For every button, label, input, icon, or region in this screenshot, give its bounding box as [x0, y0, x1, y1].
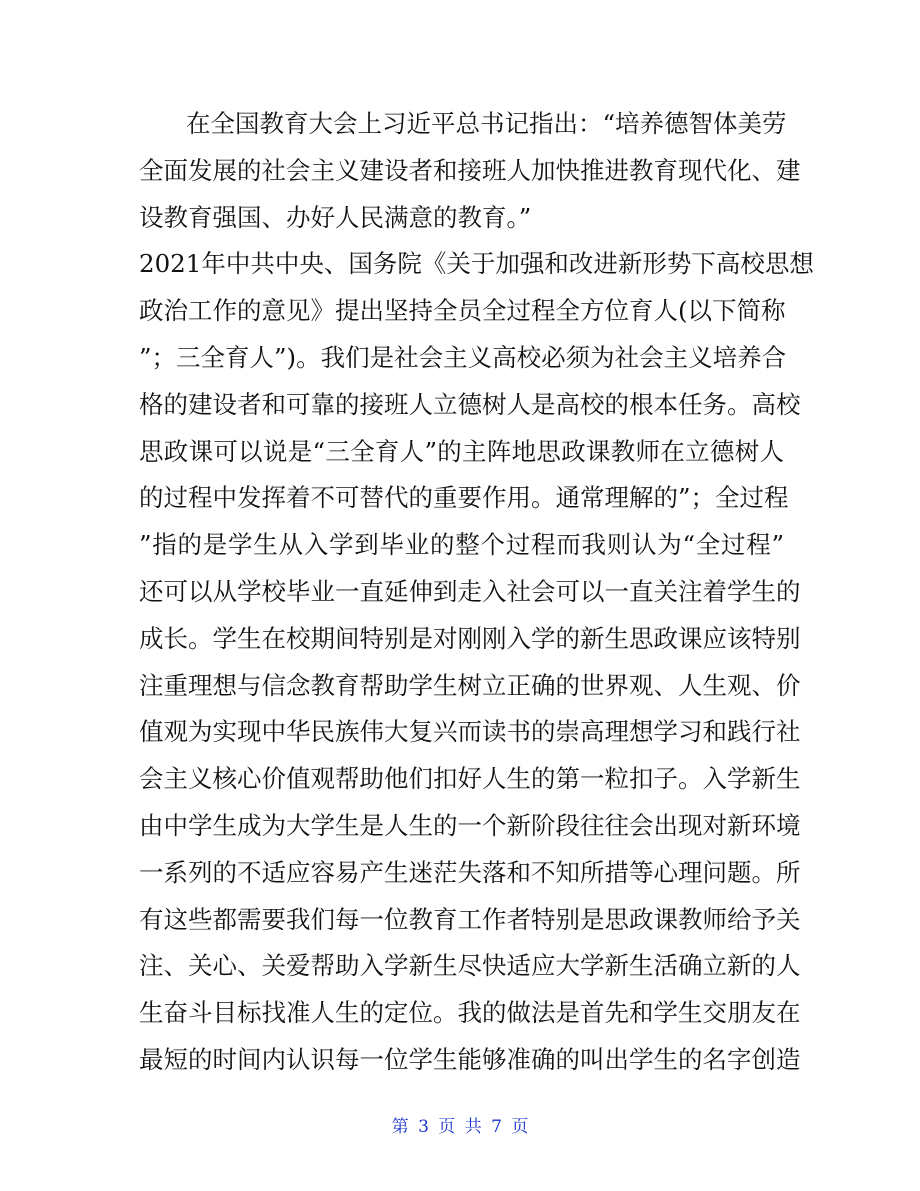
paragraph-line: 最短的时间内认识每一位学生能够准确的叫出学生的名字创造: [139, 1044, 801, 1074]
paragraph-line: 会主义核心价值观帮助他们扣好人生的第一粒扣子。入学新生: [139, 764, 801, 794]
page-number: 第 3 页 共 7 页: [391, 1117, 529, 1137]
paragraph-line: ”；三全育人”)。我们是社会主义高校必须为社会主义培养合: [139, 342, 787, 372]
paragraph-line: 还可以从学校毕业一直延伸到走入社会可以一直关注着学生的: [139, 576, 801, 606]
paragraph-line: 有这些都需要我们每一位教育工作者特别是思政课教师给予关: [139, 904, 801, 934]
paragraph-line: ”指的是学生从入学到毕业的整个过程而我则认为“全过程”: [139, 530, 784, 560]
paragraph-line: 注、关心、关爱帮助入学新生尽快适应大学新生活确立新的人: [139, 951, 801, 981]
paragraph-line: 思政课可以说是“三全育人”的主阵地思政课教师在立德树人: [139, 436, 784, 466]
paragraph-line: 的过程中发挥着不可替代的重要作用。通常理解的”；全过程: [139, 483, 789, 513]
paragraph-line: 注重理想与信念教育帮助学生树立正确的世界观、人生观、价: [139, 670, 801, 700]
paragraph-line: 全面发展的社会主义建设者和接班人加快推进教育现代化、建: [139, 155, 801, 185]
paragraph-line: 设教育强国、办好人民满意的教育。”: [139, 202, 532, 232]
paragraph-line: 2021年中共中央、国务院《关于加强和改进新形势下高校思想: [139, 249, 814, 279]
paragraph-line: 生奋斗目标找准人生的定位。我的做法是首先和学生交朋友在: [139, 998, 801, 1028]
paragraph-line: 在全国教育大会上习近平总书记指出：“培养德智体美劳: [186, 109, 787, 138]
paragraph-line: 成长。学生在校期间特别是对刚刚入学的新生思政课应该特别: [139, 623, 801, 653]
paragraph-line: 一系列的不适应容易产生迷茫失落和不知所措等心理问题。所: [139, 857, 801, 887]
paragraph-line: 由中学生成为大学生是人生的一个新阶段往往会出现对新环境: [139, 810, 801, 840]
body-text: [139, 101, 814, 1084]
paragraph-line: 政治工作的意见》提出坚持全员全过程全方位育人(以下简称: [139, 296, 786, 326]
paragraph-line: 格的建设者和可靠的接班人立德树人是高校的根本任务。高校: [139, 389, 801, 419]
paragraph-line: 值观为实现中华民族伟大复兴而读书的崇高理想学习和践行社: [139, 717, 801, 747]
